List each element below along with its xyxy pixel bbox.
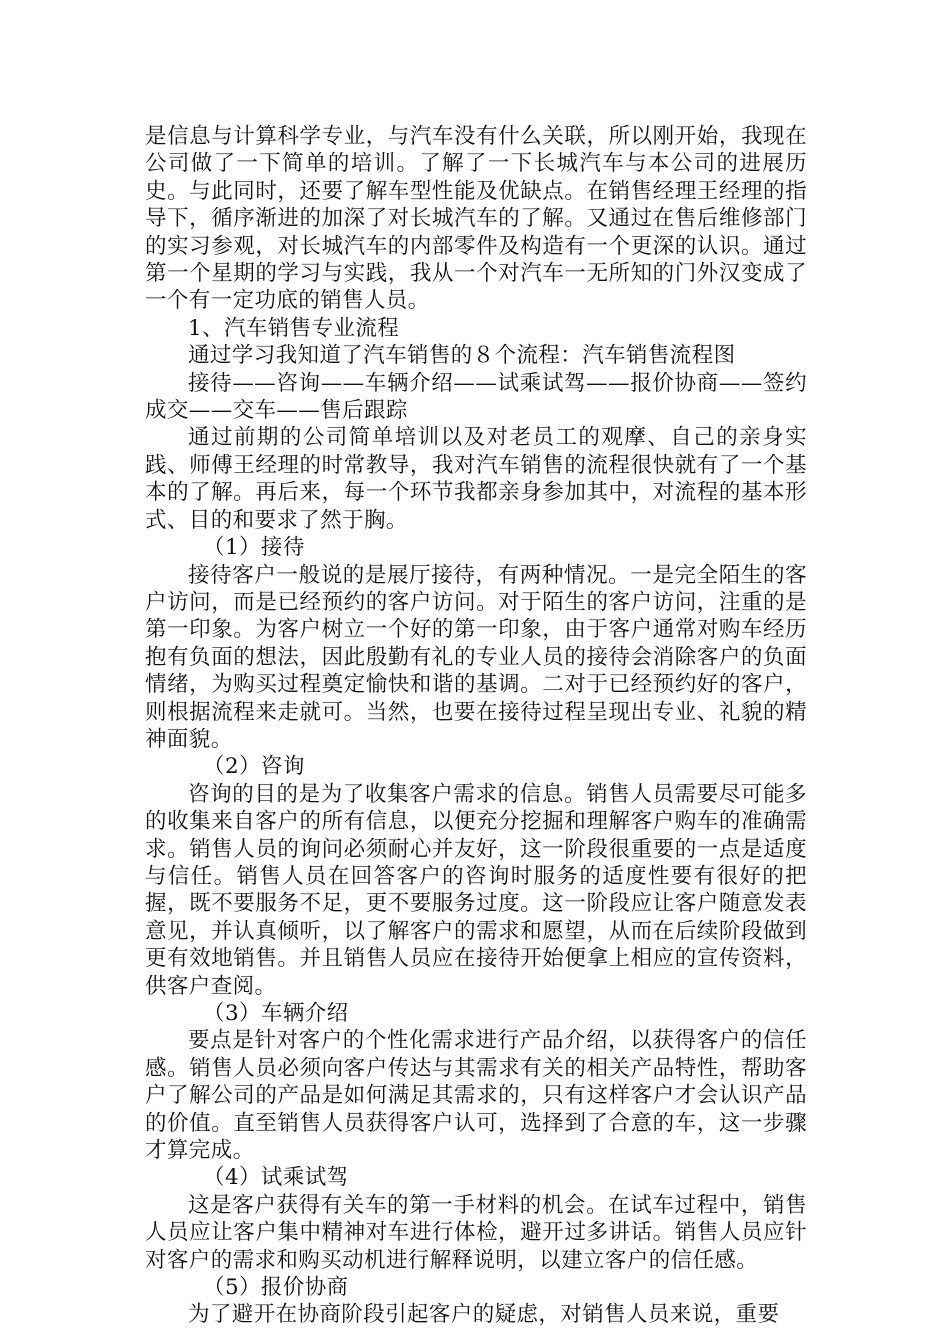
paragraph-intro: 是信息与计算科学专业，与汽车没有什么关联，所以刚开始，我现在公司做了一下简单的培训。了解了一下长城汽车与本公司的进展历史。与此同时，还要了解车型性能及优缺点。在销售经理王经理的指导下，循序渐进的加深了对长城汽车的了解。又通过在售后维修部门的实习参观，对长城汽车的内部零件及构造有一个更深的认识。通过第一个星期的学习与实践，我从一个对汽车一无所知的门外汉变成了一个有一定功底的销售人员。 [145, 124, 807, 314]
paragraph-learning: 通过前期的公司简单培训以及对老员工的观摩、自己的亲身实践、师傅王经理的时常教导，我对汽车销售的流程很快就有了一个基本的了解。再后来，每一个环节我都亲身参加其中，对流程的基本形式、目的和要求了然于胸。 [145, 425, 807, 533]
subheading-quotation: （5）报价协商 [203, 1275, 349, 1301]
paragraph-vehicle-intro: 要点是针对客户的个性化需求进行产品介绍，以获得客户的信任感。销售人员必须向客户传达与其需求有关的相关产品特性，帮助客户了解公司的产品是如何满足其需求的，只有这样客户才会认识产品的价值。直至销售人员获得客户认可，选择到了合意的车，这一步骤才算完成。 [145, 1028, 807, 1164]
paragraph-quotation: 为了避开在协商阶段引起客户的疑虑，对销售人员来说，重要 [188, 1302, 780, 1328]
section-title-sales-process: 1、汽车销售专业流程 [188, 315, 400, 341]
paragraph-test-drive: 这是客户获得有关车的第一手材料的机会。在试车过程中，销售人员应让客户集中精神对车进行体检，避开过多讲话。销售人员应针对客户的需求和购买动机进行解释说明，以建立客户的信任感。 [145, 1192, 807, 1273]
subheading-vehicle-intro: （3）车辆介绍 [203, 1001, 349, 1026]
paragraph-consultation: 咨询的目的是为了收集客户需求的信息。销售人员需要尽可能多的收集来自客户的所有信息，以便充分挖掘和理解客户购车的准确需求。销售人员的询问必须耐心并友好，这一阶段很重要的一点是适度与信任。销售人员在回答客户的咨询时服务的适度性要有很好的把握，既不要服务不足，更不要服务过度。这一阶段应让客户随意发表意见，并认真倾听，以了解客户的需求和愿望，从而在后续阶段做到更有效地销售。并且销售人员应在接待开始便拿上相应的宣传资料，供客户查阅。 [145, 781, 807, 999]
subheading-consultation: （2）咨询 [203, 754, 305, 780]
subheading-test-drive: （4）试乘试驾 [203, 1165, 349, 1191]
paragraph-eight-steps: 通过学习我知道了汽车销售的８个流程：汽车销售流程图 [188, 343, 736, 369]
subheading-reception: （1）接待 [203, 535, 305, 561]
document-page [145, 123, 807, 1329]
paragraph-process-flow: 接待——咨询——车辆介绍——试乘试驾——报价协商——签约成交——交车——售后跟踪 [145, 370, 807, 424]
paragraph-reception: 接待客户一般说的是展厅接待，有两种情况。一是完全陌生的客户访问，而是已经预约的客户访问。对于陌生的客户访问，注重的是第一印象。为客户树立一个好的第一印象，由于客户通常对购车经历抱有负面的想法，因此殷勤有礼的专业人员的接待会消除客户的负面情绪，为购买过程奠定愉快和谐的基调。二对于已经预约好的客户，则根据流程来走就可。当然，也要在接待过程呈现出专业、礼貌的精神面貌。 [145, 562, 807, 752]
